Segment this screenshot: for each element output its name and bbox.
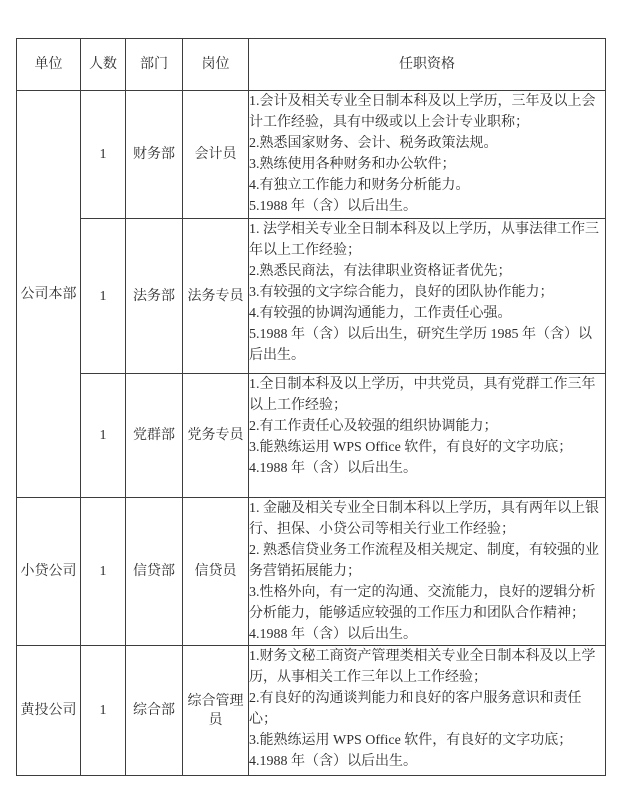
dept-cell: 法务部 — [126, 219, 183, 374]
dept-cell: 综合部 — [126, 646, 183, 776]
qualification-item: 1.全日制本科及以上学历，中共党员，具有党群工作三年以上工作经验； — [249, 377, 596, 413]
table-header-row — [17, 39, 606, 91]
unit-cell: 小贷公司 — [17, 498, 81, 646]
recruitment-table — [16, 38, 606, 776]
qualification-item: 2. 熟悉信贷业务工作流程及相关规定、制度，有较强的业务营销拓展能力； — [249, 543, 599, 579]
dept-cell: 党群部 — [126, 374, 183, 498]
dept-cell: 财务部 — [126, 91, 183, 219]
qualification-item: 1.财务文秘工商资产管理类相关专业全日制本科及以上学历，从事相关工作三年以上工作经验； — [249, 649, 596, 685]
header-department: 部门 — [126, 39, 183, 91]
qualification-item: 4.1988 年（含）以后出生。 — [249, 754, 417, 769]
unit-cell: 黄投公司 — [17, 646, 81, 776]
headcount-cell: 1 — [81, 646, 126, 776]
unit-cell: 公司本部 — [17, 91, 81, 498]
headcount-cell: 1 — [81, 219, 126, 374]
qualification-item: 3.熟练使用各种财务和办公软件； — [249, 157, 456, 172]
header-position: 岗位 — [183, 39, 249, 91]
post-cell: 会计员 — [183, 91, 249, 219]
header-qualifications: 任职资格 — [249, 39, 606, 91]
table-row — [17, 91, 606, 219]
headcount-cell: 1 — [81, 374, 126, 498]
table-row — [17, 498, 606, 646]
qualification-item: 4.1988 年（含）以后出生。 — [249, 461, 417, 476]
qualifications-cell — [249, 498, 606, 646]
qualifications-cell — [249, 646, 606, 776]
qualifications-cell — [249, 374, 606, 498]
qualification-item: 4.有较强的协调沟通能力，工作责任心强。 — [249, 306, 512, 321]
headcount-cell: 1 — [81, 498, 126, 646]
qualification-item: 1.会计及相关专业全日制本科及以上学历，三年及以上会计工作经验，具有中级或以上会计专业职称； — [249, 94, 596, 130]
header-headcount: 人数 — [81, 39, 126, 91]
table-row — [17, 646, 606, 776]
table-row — [17, 374, 606, 498]
post-cell: 党务专员 — [183, 374, 249, 498]
qualifications-cell — [249, 219, 606, 374]
qualification-item: 3.有较强的文字综合能力，良好的团队协作能力； — [249, 285, 554, 300]
qualifications-cell — [249, 91, 606, 219]
headcount-cell: 1 — [81, 91, 126, 219]
qualification-item: 2.熟悉国家财务、会计、税务政策法规。 — [249, 136, 498, 151]
qualification-item: 1. 法学相关专业全日制本科及以上学历，从事法律工作三年以上工作经验； — [249, 222, 599, 258]
qualification-item: 2.熟悉民商法，有法律职业资格证者优先； — [249, 264, 512, 279]
dept-cell: 信贷部 — [126, 498, 183, 646]
header-unit: 单位 — [17, 39, 81, 91]
qualification-item: 1. 金融及相关专业全日制本科以上学历，具有两年以上银行、担保、小贷公司等相关行业工作经验； — [249, 501, 599, 537]
qualification-item: 5.1988 年（含）以后出生，研究生学历 1985 年（含）以后出生。 — [249, 327, 592, 363]
post-cell: 信贷员 — [183, 498, 249, 646]
qualification-item: 5.1988 年（含）以后出生。 — [249, 199, 417, 214]
table-row — [17, 219, 606, 374]
qualification-item: 4.1988 年（含）以后出生。 — [249, 627, 417, 642]
qualification-item: 2.有工作责任心及较强的组织协调能力； — [249, 419, 498, 434]
qualification-item: 3.能熟练运用 WPS Office 软件，有良好的文字功底； — [249, 733, 573, 748]
qualification-item: 2.有良好的沟通谈判能力和良好的客户服务意识和责任心； — [249, 691, 582, 727]
post-cell: 综合管理员 — [183, 646, 249, 776]
post-cell: 法务专员 — [183, 219, 249, 374]
qualification-item: 4.有独立工作能力和财务分析能力。 — [249, 178, 470, 193]
qualification-item: 3.能熟练运用 WPS Office 软件，有良好的文字功底； — [249, 440, 573, 455]
qualification-item: 3.性格外向，有一定的沟通、交流能力，良好的逻辑分析分析能力，能够适应较强的工作压力和团队合作精神； — [249, 585, 596, 621]
